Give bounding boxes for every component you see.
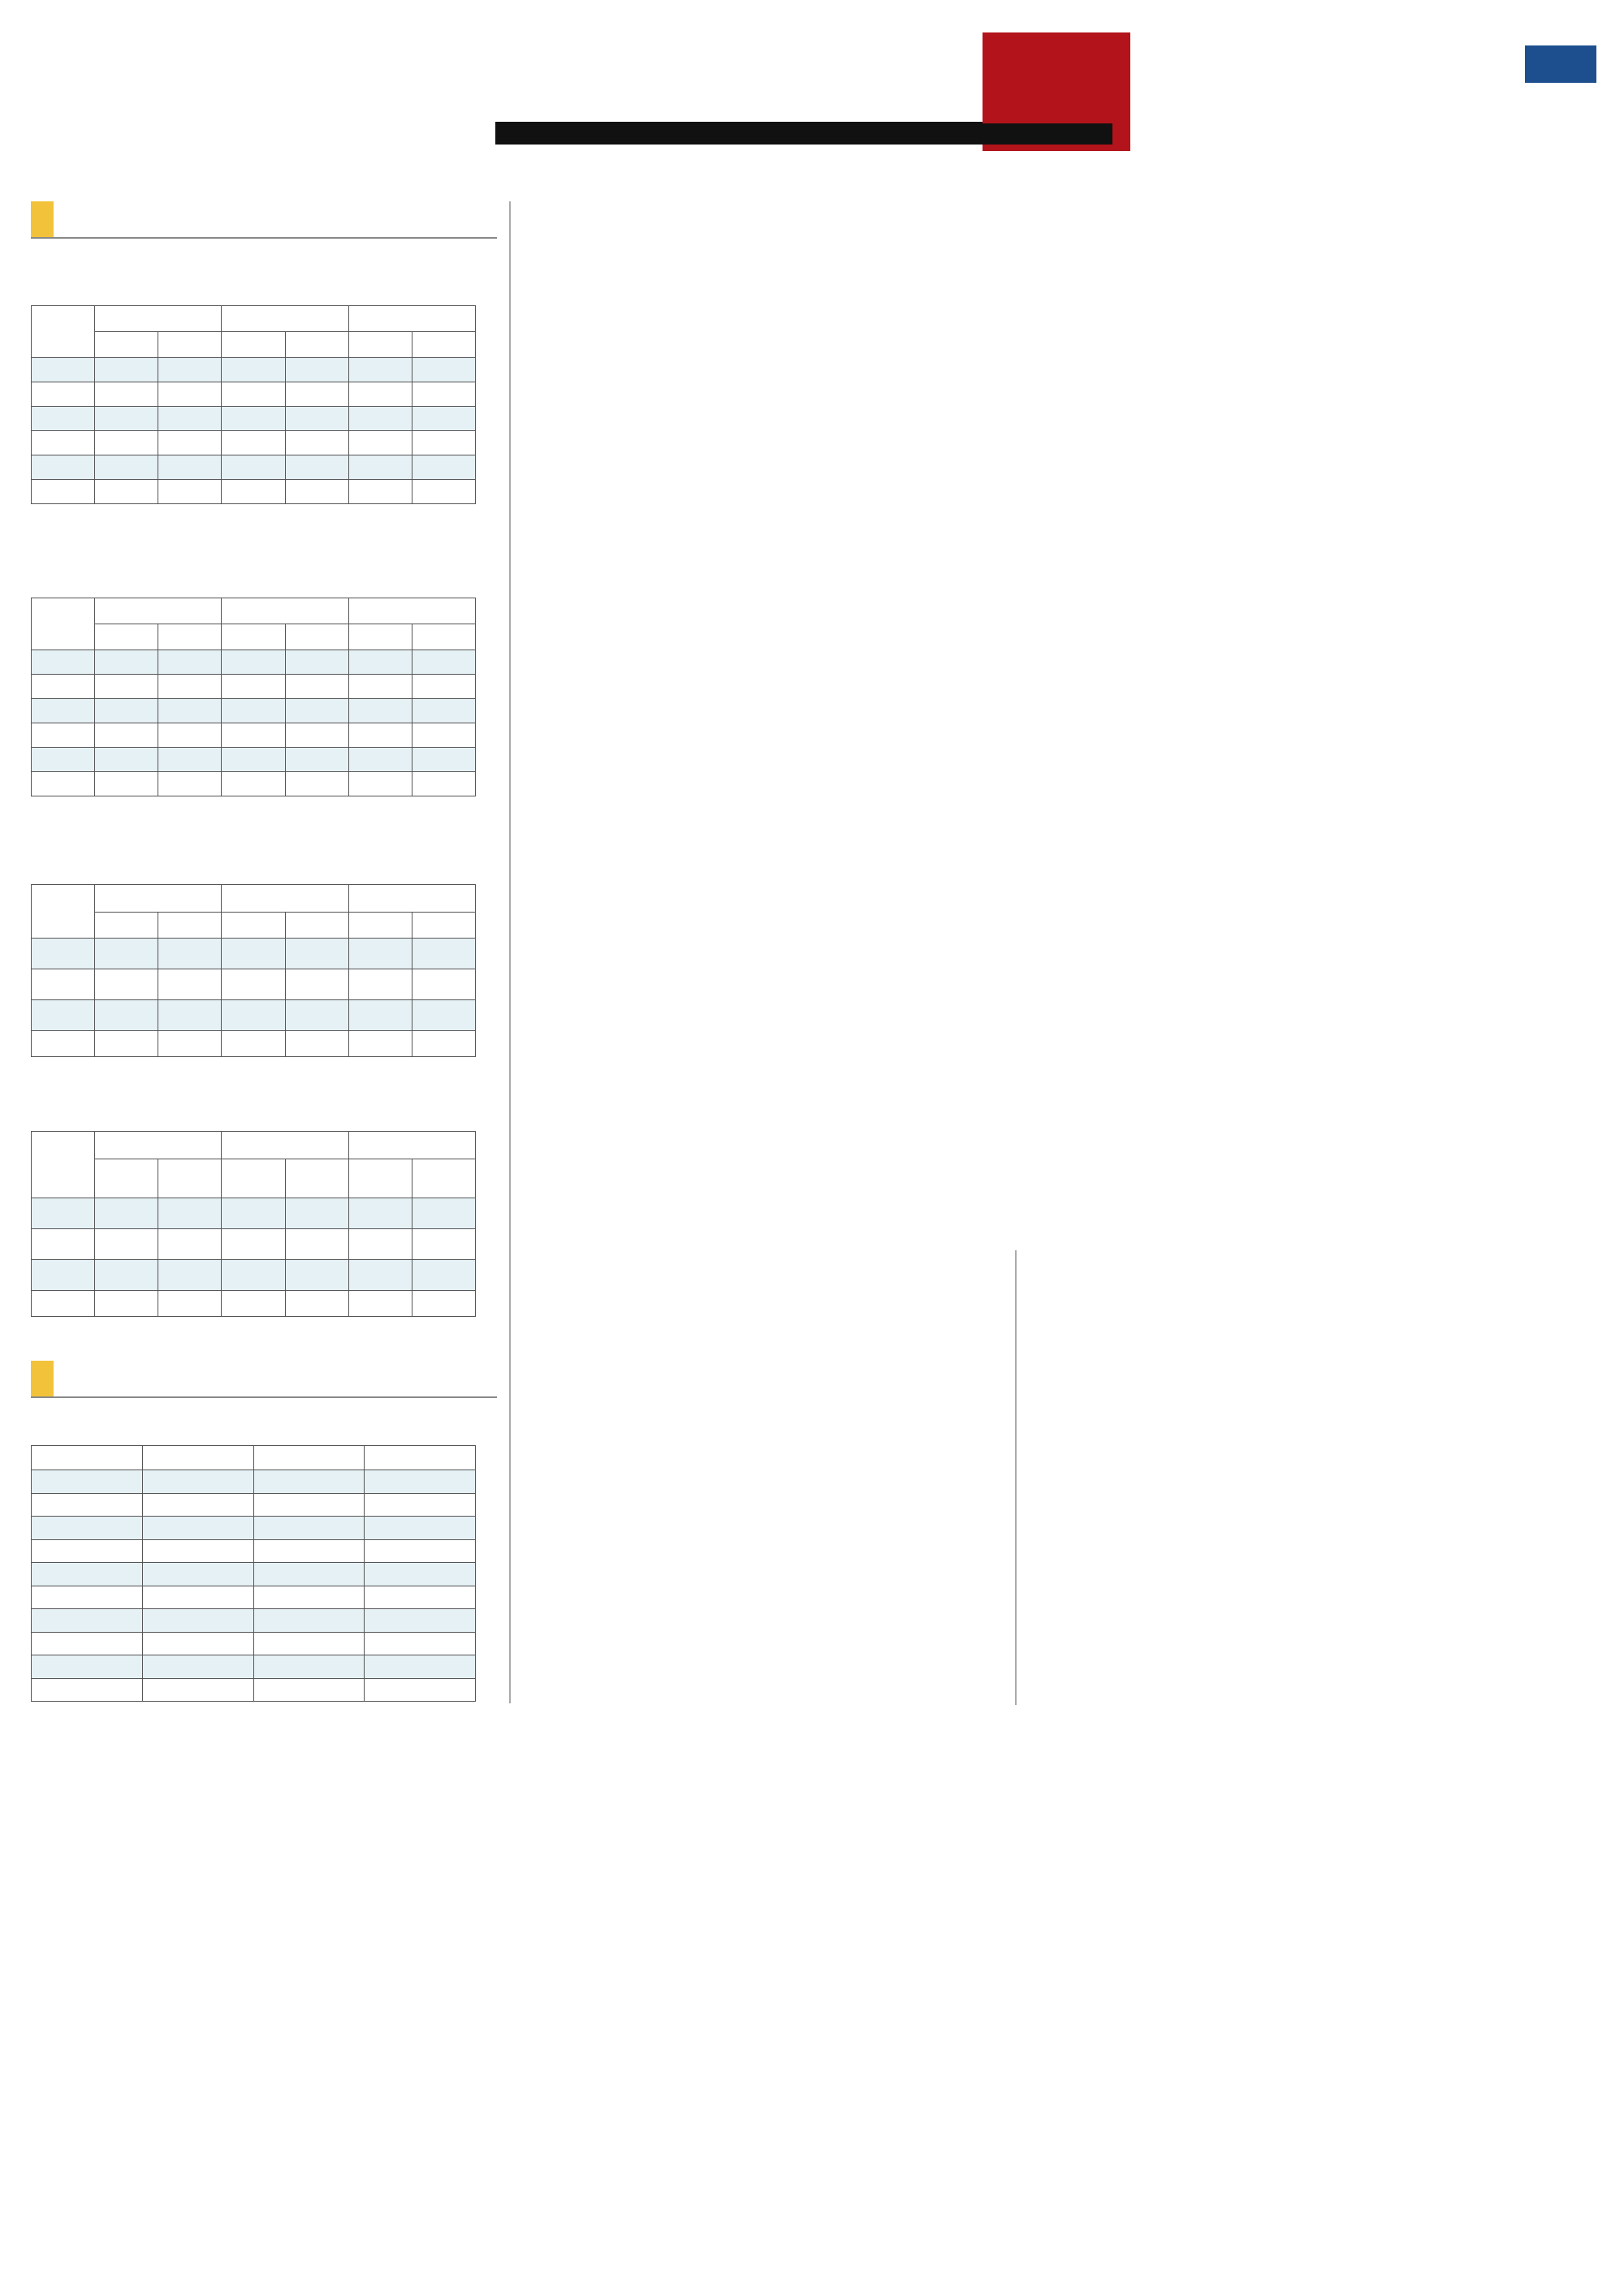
td — [365, 1539, 476, 1563]
td — [222, 1291, 285, 1317]
td — [222, 699, 285, 723]
td — [253, 1678, 365, 1702]
table-row — [32, 1260, 476, 1291]
td — [95, 723, 158, 748]
td — [285, 723, 348, 748]
td — [95, 1291, 158, 1317]
td — [365, 1493, 476, 1517]
th — [412, 624, 475, 650]
td — [412, 480, 475, 504]
td — [412, 1031, 475, 1057]
td — [158, 699, 222, 723]
td — [158, 675, 222, 699]
td — [222, 480, 285, 504]
td — [348, 723, 412, 748]
td — [95, 772, 158, 796]
td — [222, 358, 285, 382]
td — [412, 1260, 475, 1291]
td — [365, 1586, 476, 1609]
td — [222, 723, 285, 748]
table-row — [32, 1229, 476, 1260]
td — [32, 358, 95, 382]
th — [348, 332, 412, 358]
td — [253, 1609, 365, 1633]
td — [412, 650, 475, 675]
td — [412, 1000, 475, 1031]
td — [348, 675, 412, 699]
th — [222, 913, 285, 939]
t3-table — [31, 884, 476, 1057]
td — [365, 1563, 476, 1586]
td — [32, 1517, 143, 1540]
td — [348, 748, 412, 772]
td — [222, 650, 285, 675]
td — [285, 772, 348, 796]
section-rule — [31, 237, 497, 239]
th — [32, 598, 95, 650]
td — [142, 1493, 253, 1517]
td — [95, 1260, 158, 1291]
td — [253, 1517, 365, 1540]
td — [222, 1229, 285, 1260]
td — [142, 1678, 253, 1702]
td — [32, 723, 95, 748]
column-divider — [509, 201, 511, 1703]
td — [222, 748, 285, 772]
table-row — [32, 748, 476, 772]
td — [412, 1291, 475, 1317]
td — [222, 1260, 285, 1291]
th — [158, 913, 222, 939]
table-row — [32, 675, 476, 699]
td — [32, 748, 95, 772]
td — [285, 1291, 348, 1317]
page-number — [1525, 45, 1596, 83]
td — [95, 969, 158, 1000]
td — [285, 650, 348, 675]
table-row — [32, 1609, 476, 1633]
td — [158, 1000, 222, 1031]
td — [32, 1291, 95, 1317]
table-row — [32, 1563, 476, 1586]
td — [285, 939, 348, 969]
td — [32, 1539, 143, 1563]
td — [158, 407, 222, 431]
td — [253, 1563, 365, 1586]
td — [348, 1031, 412, 1057]
td — [285, 1260, 348, 1291]
th — [412, 332, 475, 358]
table-row — [32, 1539, 476, 1563]
td — [348, 455, 412, 480]
td — [222, 1000, 285, 1031]
table-row-total — [32, 480, 476, 504]
td — [158, 382, 222, 407]
td — [32, 1609, 143, 1633]
th — [348, 1132, 475, 1159]
table-row — [32, 407, 476, 431]
th — [222, 598, 348, 624]
th — [95, 624, 158, 650]
td — [365, 1655, 476, 1679]
th — [158, 624, 222, 650]
td — [95, 407, 158, 431]
td — [158, 939, 222, 969]
td — [158, 1260, 222, 1291]
table-row — [32, 1655, 476, 1679]
th — [222, 332, 285, 358]
th — [285, 624, 348, 650]
td — [32, 772, 95, 796]
th — [142, 1446, 253, 1470]
th — [32, 1132, 95, 1198]
th — [158, 332, 222, 358]
td — [348, 969, 412, 1000]
td — [32, 1198, 95, 1229]
td — [95, 675, 158, 699]
td — [32, 1655, 143, 1679]
table-row — [32, 1493, 476, 1517]
th — [32, 306, 95, 358]
th — [412, 913, 475, 939]
td — [348, 382, 412, 407]
td — [365, 1470, 476, 1494]
td — [142, 1517, 253, 1540]
td — [32, 480, 95, 504]
th — [348, 624, 412, 650]
column-divider — [1015, 1250, 1017, 1705]
td — [222, 1198, 285, 1229]
td — [365, 1678, 476, 1702]
td — [253, 1632, 365, 1655]
th — [365, 1446, 476, 1470]
td — [412, 699, 475, 723]
th — [95, 598, 222, 624]
table-row-total — [32, 772, 476, 796]
td — [253, 1493, 365, 1517]
td — [412, 969, 475, 1000]
table-row — [32, 723, 476, 748]
td — [285, 1198, 348, 1229]
td — [412, 939, 475, 969]
td — [95, 650, 158, 675]
table-row — [32, 699, 476, 723]
table-row — [32, 1000, 476, 1031]
td — [32, 1031, 95, 1057]
td — [158, 358, 222, 382]
td — [95, 1198, 158, 1229]
td — [348, 358, 412, 382]
section-shipbuilding — [31, 201, 54, 237]
th — [285, 1159, 348, 1198]
table-row — [32, 1678, 476, 1702]
table-row — [32, 431, 476, 455]
td — [95, 382, 158, 407]
td — [253, 1655, 365, 1679]
td — [32, 650, 95, 675]
th — [348, 1159, 412, 1198]
td — [142, 1563, 253, 1586]
td — [32, 1229, 95, 1260]
td — [348, 1229, 412, 1260]
td — [412, 431, 475, 455]
t5-table — [31, 1445, 476, 1702]
section-rule — [31, 1396, 497, 1398]
td — [95, 358, 158, 382]
td — [158, 431, 222, 455]
td — [412, 723, 475, 748]
td — [95, 1229, 158, 1260]
t4-table — [31, 1131, 476, 1317]
td — [222, 431, 285, 455]
td — [158, 455, 222, 480]
th — [158, 1159, 222, 1198]
td — [412, 407, 475, 431]
td — [158, 650, 222, 675]
td — [285, 675, 348, 699]
td — [285, 382, 348, 407]
td — [348, 407, 412, 431]
td — [32, 1260, 95, 1291]
td — [95, 480, 158, 504]
td — [158, 480, 222, 504]
td — [95, 939, 158, 969]
th — [95, 1132, 222, 1159]
td — [285, 455, 348, 480]
td — [412, 772, 475, 796]
td — [348, 431, 412, 455]
td — [365, 1517, 476, 1540]
td — [222, 772, 285, 796]
td — [412, 675, 475, 699]
td — [412, 748, 475, 772]
td — [158, 1198, 222, 1229]
td — [285, 358, 348, 382]
td — [285, 748, 348, 772]
td — [142, 1470, 253, 1494]
td — [348, 699, 412, 723]
td — [32, 699, 95, 723]
table-row — [32, 939, 476, 969]
th — [348, 885, 475, 913]
td — [285, 1000, 348, 1031]
table-row-total — [32, 1291, 476, 1317]
table-row — [32, 1198, 476, 1229]
t1-table — [31, 305, 476, 504]
td — [32, 1000, 95, 1031]
th — [222, 1159, 285, 1198]
td — [32, 1563, 143, 1586]
td — [32, 939, 95, 969]
td — [412, 1229, 475, 1260]
table-row — [32, 1470, 476, 1494]
td — [222, 407, 285, 431]
td — [253, 1470, 365, 1494]
td — [158, 748, 222, 772]
td — [285, 1031, 348, 1057]
td — [348, 1000, 412, 1031]
td — [32, 1632, 143, 1655]
th — [32, 885, 95, 939]
th — [222, 885, 348, 913]
td — [95, 1000, 158, 1031]
td — [285, 407, 348, 431]
table-row-total — [32, 1031, 476, 1057]
td — [222, 455, 285, 480]
td — [285, 480, 348, 504]
td — [285, 1229, 348, 1260]
td — [365, 1609, 476, 1633]
td — [222, 939, 285, 969]
td — [32, 431, 95, 455]
td — [142, 1586, 253, 1609]
th — [95, 885, 222, 913]
td — [158, 723, 222, 748]
td — [32, 407, 95, 431]
td — [348, 772, 412, 796]
td — [158, 969, 222, 1000]
t2-table — [31, 598, 476, 796]
th — [253, 1446, 365, 1470]
td — [222, 1031, 285, 1057]
table-row — [32, 382, 476, 407]
td — [95, 1031, 158, 1057]
td — [142, 1655, 253, 1679]
td — [348, 1198, 412, 1229]
td — [285, 969, 348, 1000]
td — [222, 675, 285, 699]
th — [222, 624, 285, 650]
th — [348, 913, 412, 939]
td — [253, 1586, 365, 1609]
td — [158, 1229, 222, 1260]
th — [348, 306, 475, 332]
section-yard-orders — [31, 1361, 54, 1396]
th — [285, 332, 348, 358]
td — [348, 650, 412, 675]
td — [32, 1493, 143, 1517]
td — [158, 772, 222, 796]
th — [348, 598, 475, 624]
td — [412, 358, 475, 382]
td — [285, 699, 348, 723]
table-row — [32, 1517, 476, 1540]
td — [158, 1291, 222, 1317]
td — [142, 1609, 253, 1633]
td — [95, 748, 158, 772]
td — [222, 382, 285, 407]
td — [412, 455, 475, 480]
td — [222, 969, 285, 1000]
td — [142, 1632, 253, 1655]
th — [412, 1159, 475, 1198]
td — [32, 455, 95, 480]
td — [32, 382, 95, 407]
td — [95, 699, 158, 723]
th — [95, 913, 158, 939]
td — [142, 1539, 253, 1563]
th — [95, 306, 222, 332]
th — [285, 913, 348, 939]
td — [253, 1539, 365, 1563]
td — [348, 939, 412, 969]
table-row — [32, 969, 476, 1000]
contact-bar — [495, 123, 1112, 145]
th — [222, 1132, 348, 1159]
table-row — [32, 1586, 476, 1609]
table-row — [32, 1632, 476, 1655]
td — [158, 1031, 222, 1057]
td — [348, 1260, 412, 1291]
th — [32, 1446, 143, 1470]
th — [222, 306, 348, 332]
td — [285, 431, 348, 455]
td — [348, 480, 412, 504]
table-row — [32, 650, 476, 675]
td — [32, 1678, 143, 1702]
td — [32, 1470, 143, 1494]
td — [348, 1291, 412, 1317]
td — [412, 382, 475, 407]
table-row — [32, 455, 476, 480]
td — [95, 455, 158, 480]
td — [32, 675, 95, 699]
th — [95, 1159, 158, 1198]
table-row — [32, 358, 476, 382]
td — [32, 969, 95, 1000]
td — [412, 1198, 475, 1229]
th — [95, 332, 158, 358]
td — [32, 1586, 143, 1609]
td — [95, 431, 158, 455]
td — [365, 1632, 476, 1655]
